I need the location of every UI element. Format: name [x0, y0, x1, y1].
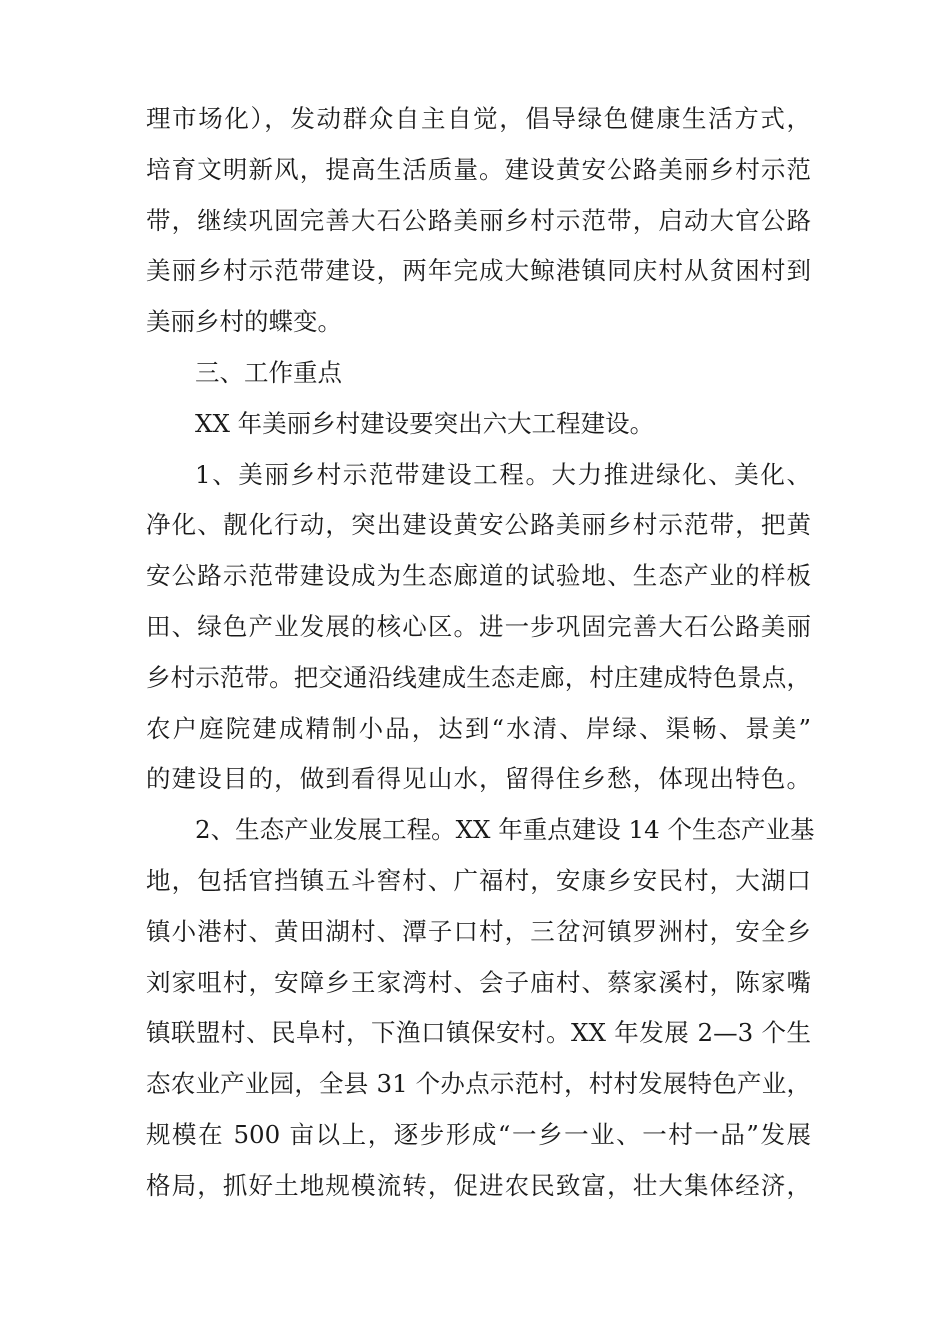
- text-line: 镇小港村、黄田湖村、潭子口村，三岔河镇罗洲村，安全乡: [146, 916, 811, 946]
- text-line: 乡村示范带。把交通沿线建成生态走廊，村庄建成特色景点，: [146, 662, 811, 692]
- text-line: 培育文明新风，提高生活质量。建设黄安公路美丽乡村示范: [146, 154, 811, 184]
- text-line: 规模在 500 亩以上，逐步形成“一乡一业、一村一品”发展: [146, 1119, 811, 1149]
- text-line: 地，包括官挡镇五斗窖村、广福村，安康乡安民村，大湖口: [146, 865, 811, 895]
- text-line: 美丽乡村的蝶变。: [146, 307, 342, 337]
- text-line: 带，继续巩固完善大石公路美丽乡村示范带，启动大官公路: [146, 205, 811, 235]
- text-line: 安公路示范带建设成为生态廊道的试验地、生态产业的样板: [146, 561, 811, 591]
- text-line: 美丽乡村示范带建设，两年完成大鲸港镇同庆村从贫困村到: [146, 256, 811, 286]
- text-line: 农户庭院建成精制小品，达到“水清、岸绿、渠畅、景美”: [146, 713, 811, 743]
- text-line: 的建设目的，做到看得见山水，留得住乡愁，体现出特色。: [146, 764, 811, 794]
- text-line: 镇联盟村、民阜村，下渔口镇保安村。XX 年发展 2—3 个生: [146, 1018, 811, 1048]
- text-line: 三、工作重点: [195, 357, 342, 387]
- text-line: 净化、靓化行动，突出建设黄安公路美丽乡村示范带，把黄: [146, 510, 811, 540]
- text-line: 格局，抓好土地规模流转，促进农民致富，壮大集体经济，: [146, 1170, 811, 1200]
- text-line: 刘家咀村，安障乡王家湾村、会子庙村、蔡家溪村，陈家嘴: [146, 967, 811, 997]
- text-line: 田、绿色产业发展的核心区。进一步巩固完善大石公路美丽: [146, 611, 811, 641]
- text-line: 1、美丽乡村示范带建设工程。大力推进绿化、美化、: [195, 459, 811, 489]
- text-line: 态农业产业园，全县 31 个办点示范村，村村发展特色产业，: [146, 1069, 811, 1099]
- text-line: 理市场化），发动群众自主自觉，倡导绿色健康生活方式，: [146, 104, 811, 133]
- document-body: [146, 94, 815, 1212]
- text-line: 2、生态产业发展工程。XX 年重点建设 14 个生态产业基: [195, 815, 815, 845]
- text-line: XX 年美丽乡村建设要突出六大工程建设。: [195, 408, 655, 438]
